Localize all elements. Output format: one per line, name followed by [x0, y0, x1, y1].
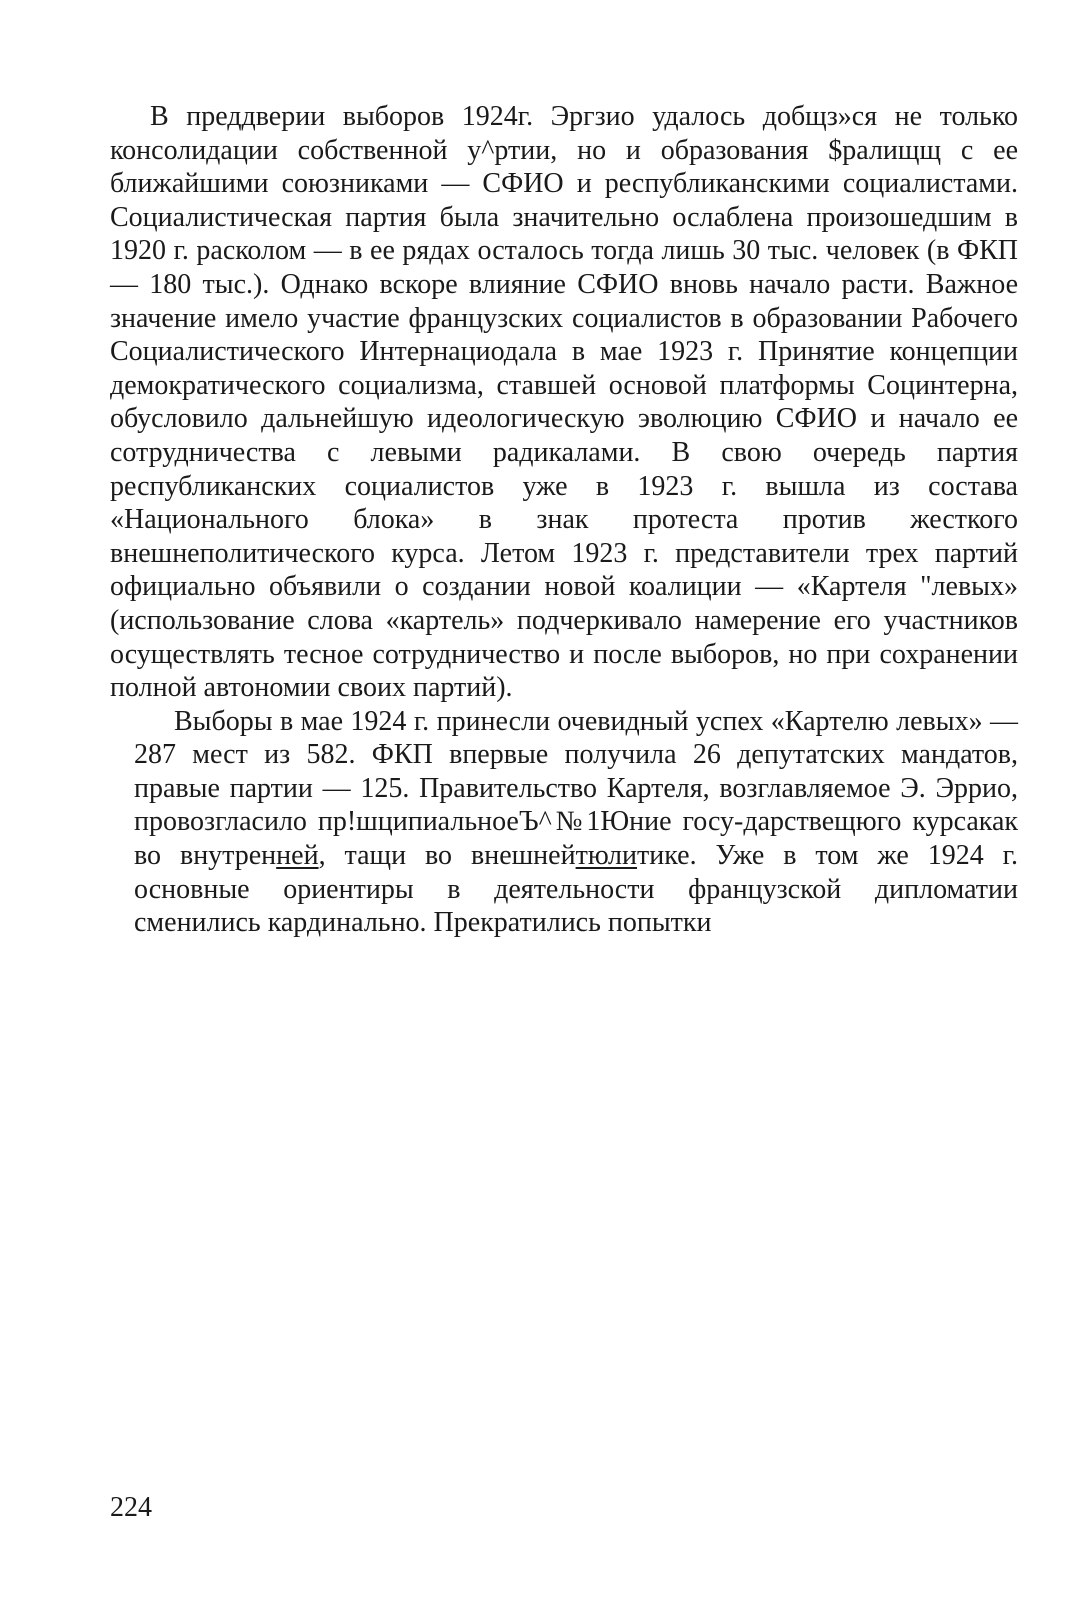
- paragraph-1: В преддверии выборов 1924г. Эргзио удалось добщз»ся не только консолидации собственной у^ртии, но и образования $ралищщ с ее ближайшими союзниками — СФИО и республиканскими социалистами. Социалистическая партия была значительно ослаблена произошедшим в 1920 г. расколом — в ее рядах осталось тогда лишь 30 тыс. человек (в ФКП — 180 тыс.). Однако вскоре влияние СФИО вновь начало расти. Важное значение имело участие французских социалистов в образовании Рабочего Социалистического Интернациодала в мае 1923 г. Принятие концепции демократического социализма, ставшей основой платформы Социнтерна, обусловило дальнейшую идеологическую эволюцию СФИО и начало ее сотрудничества с левыми радикалами. В свою очередь партия республиканских социалистов уже в 1923 г. вышла из состава «Национального блока» в знак протеста против жесткого внешнеполитического курса. Летом 1923 г. представители трех партий официально объявили о создании новой коалиции — «Картеля "левых» (использование слова «картель» подчеркивало намерение его участников осуществлять тесное сотрудничество и после выборов, но при сохранении полной автономии своих партий).: [110, 101, 1018, 704]
- paragraph-2-text-c: тике. Уже в том же 1924 г. основные ориентиры в деятельности французской дипломатии сменились кардинально. Прекратились попытки: [134, 840, 1019, 939]
- paragraph-2: [134, 705, 1018, 940]
- underlined-fragment-2: тюли: [575, 840, 638, 872]
- underlined-fragment-1: ней: [276, 840, 319, 872]
- paragraph-2-text-b: , тащи во внешней: [318, 840, 576, 872]
- body-text: [110, 100, 1018, 940]
- paragraph-2-text-a: Выборы в мае 1924 г. принесли очевидный успех «Картелю левых» — 287 мест из 582. ФКП впервые получила 26 депутатских мандатов, правые партии — 125. Правительство Картеля, возглавляемое Э. Эррио, провозгласило пр!шципиальноеЪ^№1Юние госу-дарствещюго курсакак во внутрен: [134, 705, 1018, 872]
- page-number: 224: [110, 1492, 152, 1523]
